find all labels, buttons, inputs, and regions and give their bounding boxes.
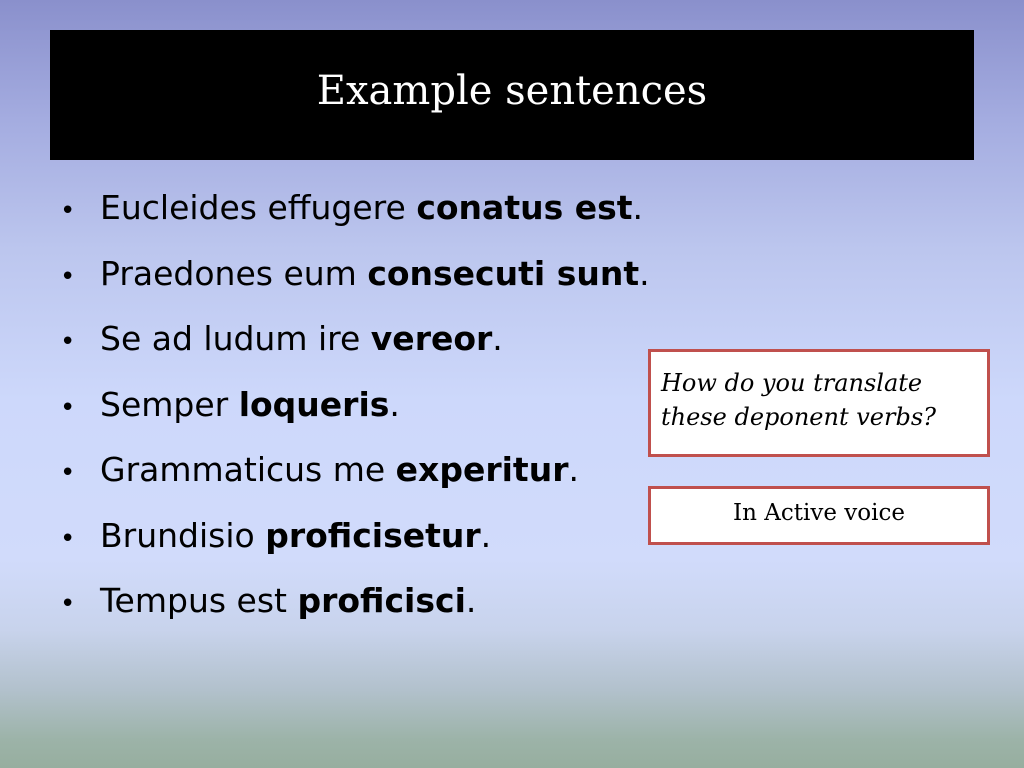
bullet-icon: • bbox=[60, 589, 76, 619]
bullet-icon: • bbox=[60, 523, 76, 554]
sentence-text: Brundisio proficisetur. bbox=[100, 515, 492, 555]
sentence-text: Se ad ludum ire vereor. bbox=[100, 319, 503, 358]
deponent-verb: proficisetur bbox=[265, 515, 481, 555]
deponent-verb: conatus est bbox=[416, 188, 633, 227]
bullet-icon: • bbox=[60, 392, 76, 423]
sentence-text: Grammaticus me experitur. bbox=[100, 450, 579, 489]
sentence-text: Tempus est proficisci. bbox=[100, 581, 477, 620]
deponent-verb: experitur bbox=[395, 450, 569, 489]
list-item bbox=[60, 385, 660, 451]
bullet-icon: • bbox=[60, 261, 76, 292]
list-item bbox=[60, 254, 660, 320]
answer-text: In Active voice bbox=[733, 499, 905, 526]
sentence-text: Praedones eum consecuti sunt. bbox=[100, 253, 650, 293]
question-text: How do you translate these deponent verbs? bbox=[661, 369, 937, 431]
bullet-icon: • bbox=[60, 327, 76, 357]
deponent-verb: loqueris bbox=[238, 384, 390, 424]
slide-title: Example sentences bbox=[316, 68, 708, 114]
list-item bbox=[60, 450, 660, 516]
deponent-verb: vereor bbox=[370, 319, 493, 358]
sentence-list bbox=[60, 188, 660, 647]
slide-title-bar bbox=[50, 30, 974, 160]
sentence-text: Semper loqueris. bbox=[100, 384, 400, 424]
deponent-verb: proficisci bbox=[297, 581, 466, 620]
list-item bbox=[60, 319, 660, 385]
bullet-icon: • bbox=[60, 196, 76, 226]
answer-callout bbox=[648, 486, 990, 545]
list-item bbox=[60, 188, 660, 254]
list-item bbox=[60, 516, 660, 582]
deponent-verb: consecuti sunt bbox=[367, 253, 640, 293]
question-callout bbox=[648, 349, 990, 457]
bullet-icon: • bbox=[60, 458, 76, 488]
list-item bbox=[60, 581, 660, 647]
sentence-text: Eucleides effugere conatus est. bbox=[100, 188, 644, 227]
